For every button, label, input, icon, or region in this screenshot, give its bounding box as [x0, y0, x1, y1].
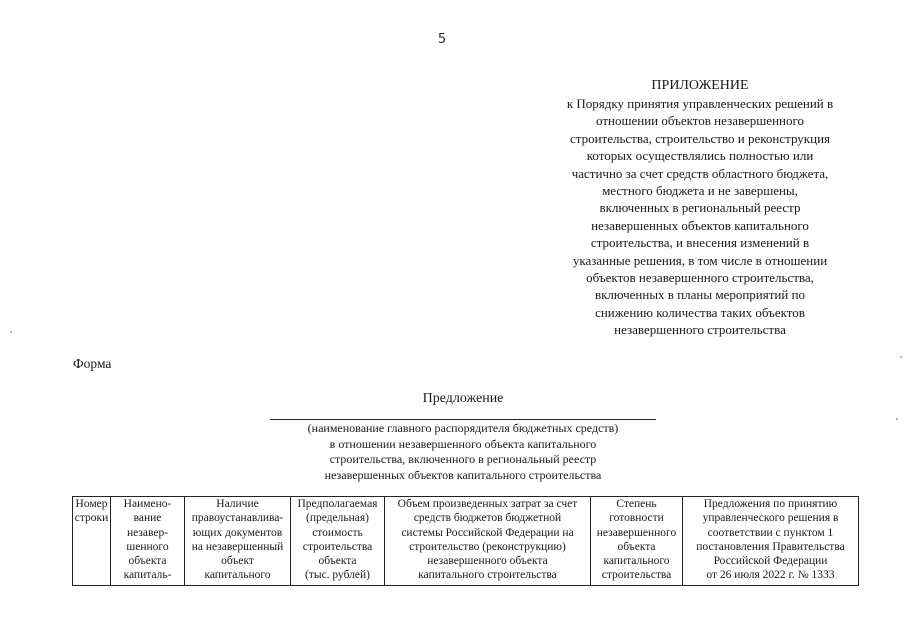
appendix-subtitle-line: незавершенного строительства	[614, 322, 786, 338]
caption-line: строительства, включенного в региональный реестр	[329, 452, 597, 467]
appendix-subtitle-line: к Порядку принятия управленческих решений в	[566, 96, 834, 111]
scan-speck	[10, 331, 12, 333]
appendix-subtitle-line: строительства, строительство и реконструкция	[569, 130, 831, 146]
appendix-subtitle-line: частично за счет средств областного бюджета,	[571, 165, 829, 181]
caption-line: в отношении незавершенного объекта капитального	[329, 436, 597, 451]
appendix-subtitle-line: объектов незавершенного строительства,	[586, 270, 814, 286]
table-header-row	[73, 497, 859, 586]
appendix-subtitle-line: местного бюджета и не завершены,	[602, 183, 798, 199]
header-cell-estimated-cost: Предполагаемая (предельная) стоимость строительства объекта (тыс. рублей)	[291, 497, 385, 586]
scan-speck	[900, 356, 902, 358]
header-cell-costs-incurred: Объем произведенных затрат за счет средств бюджетов бюджетной системы Российской Федерации на строительство (реконструкцию) незавершенного объекта капитального строительства	[385, 497, 591, 586]
caption	[270, 421, 656, 483]
appendix-subtitle-line: указанные решения, в том числе в отношении	[572, 252, 828, 268]
header-cell-readiness: Степень готовности незавершенного объекта капитального строительства	[591, 497, 683, 586]
appendix-title: ПРИЛОЖЕНИЕ	[651, 78, 749, 93]
page-number: 5	[437, 32, 447, 47]
caption-line: незавершенных объектов капитального строительства	[324, 467, 602, 482]
document-title: Предложение	[422, 391, 504, 406]
form-label: Форма	[73, 356, 112, 371]
appendix-subtitle-line: которых осуществлялись полностью или	[586, 148, 814, 164]
signature-line	[270, 419, 656, 420]
proposal-table	[72, 496, 859, 586]
appendix-subtitle-line: снижению количества таких объектов	[595, 304, 805, 320]
appendix-subtitle-line: включенных в планы мероприятий по	[594, 287, 806, 303]
header-cell-proposals: Предложения по принятию управленческого решения в соответствии с пунктом 1 постановления Правительства Российской Федерации от 26 июля 2022 г. № 1333	[683, 497, 859, 586]
header-cell-row-number: Номер строки	[73, 497, 111, 586]
header-cell-object-name: Наимено- вание незавер- шенного объекта капиталь-	[111, 497, 185, 586]
appendix-subtitle	[540, 95, 860, 339]
appendix-subtitle-line: включенных в региональный реестр	[599, 200, 801, 216]
caption-line: (наименование главного распорядителя бюджетных средств)	[307, 421, 619, 435]
header-cell-title-documents: Наличие правоустанавлива- ющих документов на незавершенный объект капитального	[185, 497, 291, 586]
scan-speck	[896, 418, 898, 420]
appendix-subtitle-line: незавершенных объектов капитального	[591, 217, 809, 233]
appendix-subtitle-line: строительства, и внесения изменений в	[590, 235, 810, 251]
appendix-subtitle-line: отношении объектов незавершенного	[595, 113, 805, 129]
